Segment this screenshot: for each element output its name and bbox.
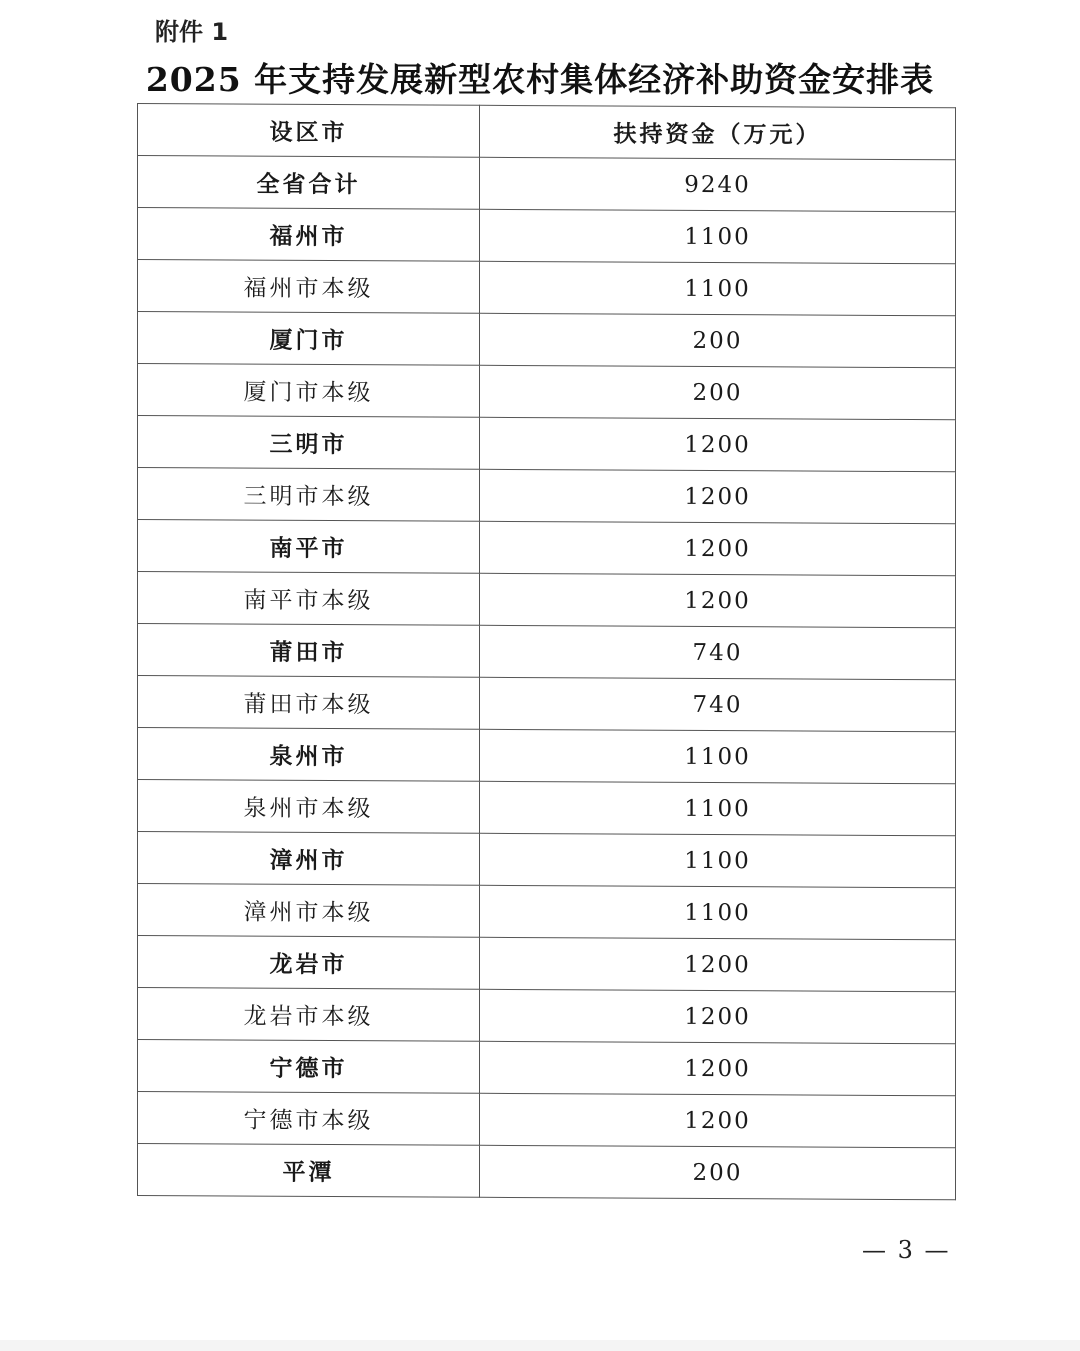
region-cell: 莆田市本级 [138, 676, 480, 730]
table-row [138, 624, 956, 680]
amount-cell: 740 [480, 625, 956, 679]
attachment-label: 附件 1 [155, 18, 229, 46]
amount-cell: 1200 [480, 521, 956, 575]
region-cell: 三明市本级 [138, 468, 480, 522]
amount-cell: 1100 [480, 729, 956, 783]
table-row [138, 780, 956, 836]
region-cell: 南平市本级 [138, 572, 480, 626]
region-cell: 漳州市本级 [138, 884, 480, 938]
table-header-row [138, 104, 956, 160]
funding-table-container [137, 103, 955, 1200]
table-row [138, 988, 956, 1044]
region-cell: 厦门市 [138, 312, 480, 366]
table-body [138, 156, 956, 1200]
amount-cell: 1200 [480, 417, 956, 471]
table-row [138, 1144, 956, 1200]
table-row [138, 416, 956, 472]
region-cell: 宁德市本级 [138, 1092, 480, 1146]
funding-table [137, 103, 956, 1200]
column-header-amount: 扶持资金（万元） [480, 105, 956, 159]
page-number: — 3 — [862, 1236, 951, 1264]
table-row [138, 936, 956, 992]
amount-cell: 1100 [480, 209, 956, 263]
table-row [138, 1092, 956, 1148]
table-row [138, 208, 956, 264]
amount-cell: 1100 [480, 781, 956, 835]
amount-cell: 200 [480, 1145, 956, 1199]
table-row [138, 312, 956, 368]
table-row [138, 1040, 956, 1096]
region-cell: 福州市本级 [138, 260, 480, 314]
region-cell: 泉州市本级 [138, 780, 480, 834]
region-cell: 三明市 [138, 416, 480, 470]
table-row [138, 260, 956, 316]
amount-cell: 200 [480, 365, 956, 419]
amount-cell: 1200 [480, 937, 956, 991]
table-row [138, 676, 956, 732]
amount-cell: 1100 [480, 261, 956, 315]
region-cell: 全省合计 [138, 156, 480, 210]
region-cell: 平潭 [138, 1144, 480, 1198]
amount-cell: 1200 [480, 573, 956, 627]
region-cell: 厦门市本级 [138, 364, 480, 418]
amount-cell: 1100 [480, 885, 956, 939]
document-title: 2025 年支持发展新型农村集体经济补助资金安排表 [145, 60, 935, 99]
region-cell: 漳州市 [138, 832, 480, 886]
table-row [138, 884, 956, 940]
region-cell: 泉州市 [138, 728, 480, 782]
amount-cell: 1200 [480, 1041, 956, 1095]
region-cell: 南平市 [138, 520, 480, 574]
table-row [138, 832, 956, 888]
table-row [138, 364, 956, 420]
table-row [138, 520, 956, 576]
table-row [138, 156, 956, 212]
amount-cell: 200 [480, 313, 956, 367]
page-bottom-edge [0, 1340, 1080, 1351]
table-row [138, 468, 956, 524]
region-cell: 龙岩市 [138, 936, 480, 990]
amount-cell: 1200 [480, 1093, 956, 1147]
region-cell: 宁德市 [138, 1040, 480, 1094]
region-cell: 龙岩市本级 [138, 988, 480, 1042]
amount-cell: 9240 [480, 157, 956, 211]
region-cell: 莆田市 [138, 624, 480, 678]
column-header-region: 设区市 [138, 104, 480, 158]
amount-cell: 1100 [480, 833, 956, 887]
region-cell: 福州市 [138, 208, 480, 262]
amount-cell: 1200 [480, 469, 956, 523]
table-row [138, 728, 956, 784]
amount-cell: 740 [480, 677, 956, 731]
table-row [138, 572, 956, 628]
amount-cell: 1200 [480, 989, 956, 1043]
